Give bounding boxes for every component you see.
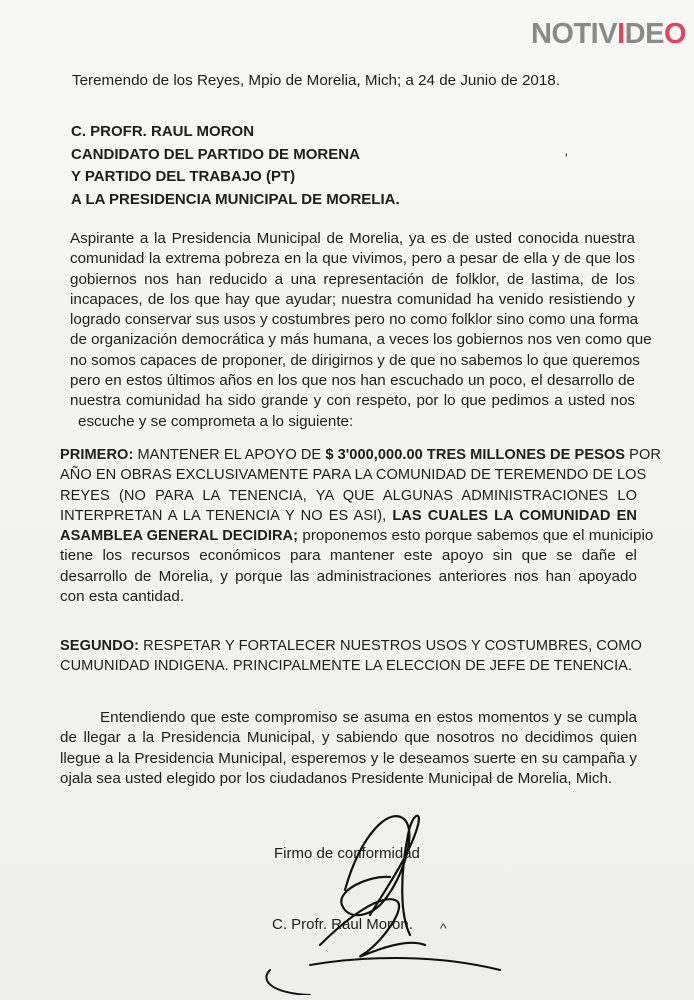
closing-line: Entendiendo que este compromiso se asuma en estos momentos y se cumpla [100, 709, 637, 726]
addressee-block [71, 121, 400, 211]
addressee-line: C. PROFR. RAUL MORON [71, 123, 255, 140]
primero-label: PRIMERO: [60, 447, 134, 463]
primero-text: INTERPRETAN A LA TENENCIA Y NO ES ASI), [60, 507, 393, 524]
addressee-line: A LA PRESIDENCIA MUNICIPAL DE MORELIA. [71, 190, 400, 208]
primero-line: desarrollo de Morelia, y porque las administraciones anteriores nos han apoyado [60, 567, 637, 585]
notivideo-logo: NOTIVIDEO [530, 18, 686, 50]
segundo-paragraph [60, 636, 642, 677]
addressee-line: CANDIDATO DEL PARTIDO DE MORENA [71, 145, 360, 163]
primero-line [60, 445, 661, 465]
primero-line: REYES (NO PARA LA TENENCIA, YA QUE ALGUNAS ADMINISTRACIONES LO [60, 487, 637, 504]
intro-line: escuche y se comprometa a lo siguiente: [78, 412, 354, 430]
primero-paragraph [60, 445, 661, 607]
pen-mark: ʹ [565, 150, 568, 166]
primero-text: proponemos esto porque sabemos que el municipio [298, 527, 654, 545]
intro-line: de organización democrática y más humana, a veces los gobiernos nos ven como que [70, 331, 652, 349]
intro-line: nuestra comunidad ha sido grande y con respeto, por lo que pedimos a usted nos [70, 392, 635, 410]
primero-amount: $ 3'000,000.00 TRES MILLONES DE PESOS [325, 447, 626, 463]
intro-line: Aspirante a la Presidencia Municipal de Morelia, ya es de usted conocida nuestra [70, 230, 635, 247]
segundo-line: CUMUNIDAD INDIGENA. PRINCIPALMENTE LA ELECCION DE JEFE DE TENENCIA. [60, 658, 633, 675]
firm-label: Firmo de conformidad [274, 845, 420, 862]
intro-line: pero en estos últimos años en los que nos han escuchado un poco, el desarrollo de [70, 372, 635, 390]
primero-bold-text: LAS CUALES LA COMUNIDAD EN [392, 507, 637, 524]
handwritten-signature [250, 795, 510, 995]
intro-line: no somos capaces de proponer, de dirigirnos y de que no sabemos lo que queremos [70, 351, 640, 369]
primero-line: con esta cantidad. [60, 588, 185, 606]
date-line: Teremendo de los Reyes, Mpio de Morelia, Mich; a 24 de Junio de 2018. [72, 72, 560, 89]
segundo-text: RESPETAR Y FORTALECER NUESTROS USOS Y COSTUMBRES, COMO [139, 638, 642, 654]
closing-line: ojala sea usted elegido por los ciudadanos Presidente Municipal de Morelia, Mich. [60, 769, 613, 787]
addressee-line: Y PARTIDO DEL TRABAJO (PT) [71, 168, 296, 185]
primero-text: POR [625, 447, 661, 463]
primero-text: MANTENER EL APOYO DE [133, 447, 326, 463]
primero-line: AÑO EN OBRAS EXCLUSIVAMENTE PARA LA COMUNIDAD DE TEREMENDO DE LOS [60, 467, 647, 484]
closing-line: de llegar a la Presidencia Municipal, y sabiendo que nosotros no decidimos quien [60, 729, 637, 747]
intro-line: gobiernos nos han reducido a una representación de folklor, de lastima, de los [70, 270, 635, 288]
pen-mark: ^ [440, 920, 447, 936]
closing-paragraph [60, 708, 637, 789]
segundo-line [60, 636, 642, 656]
closing-line: llegue a la Presidencia Municipal, esperemos y le deseamos suerte en su campaña y [60, 749, 637, 767]
primero-line: tiene los recursos económicos para mantener este apoyo sin que se dañe el [60, 547, 637, 565]
intro-line: comunidad la extrema pobreza en la que vivimos, pero a pesar de ella y de que los [70, 250, 635, 268]
intro-line: incapaces, de los que hay que ayudar; nuestra comunidad ha venido resistiendo y [70, 290, 635, 308]
primero-line [60, 526, 654, 546]
intro-paragraph [70, 229, 652, 432]
segundo-label: SEGUNDO: [60, 638, 140, 654]
signer-name: C. Profr. Raul Moron. [272, 916, 413, 933]
intro-line: logrado conservar sus usos y costumbres pero no como folklor sino como una forma [70, 311, 639, 329]
primero-bold-text: ASAMBLEA GENERAL DECIDIRA; [60, 528, 299, 545]
primero-line [60, 506, 637, 526]
